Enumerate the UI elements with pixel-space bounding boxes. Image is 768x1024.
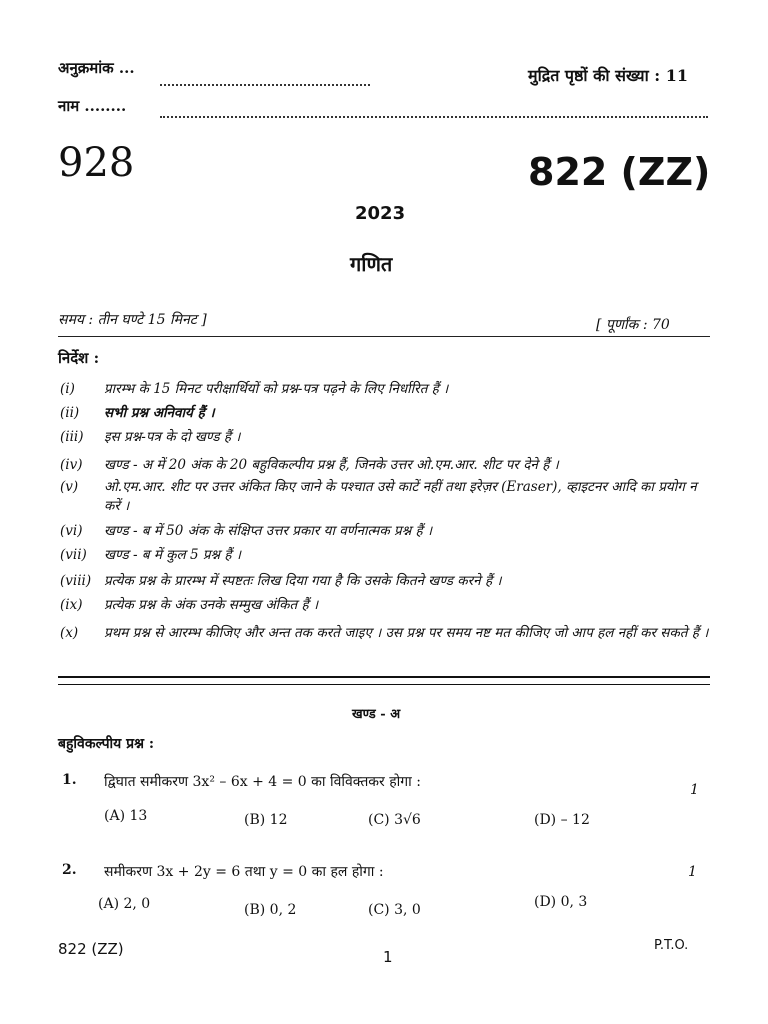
question-text: द्विघात समीकरण 3x² – 6x + 4 = 0 का विविक्तकर होगा :: [104, 774, 421, 790]
option-a: (A) 2, 0: [98, 896, 151, 912]
option-a: (A) 13: [104, 808, 148, 824]
instruction-number: (viii): [60, 573, 92, 589]
instruction-item: [60, 624, 709, 643]
option-c: (C) 3, 0: [368, 902, 421, 918]
question-marks: 1: [688, 864, 697, 880]
section-subtitle: बहुविकल्पीय प्रश्न :: [58, 736, 155, 752]
instruction-number: (vii): [60, 547, 87, 563]
divider-double: [58, 676, 710, 685]
option-b: (B) 0, 2: [244, 902, 297, 918]
option-d: (D) – 12: [534, 812, 590, 828]
instruction-item: [60, 478, 697, 514]
instruction-text: इस प्रश्न-पत्र के दो खण्ड हैं ।: [104, 429, 241, 445]
instruction-item: [60, 428, 241, 447]
time-allowed: समय : तीन घण्टे 15 मिनट ]: [58, 312, 207, 328]
instruction-text: खण्ड - ब में 50 अंक के संक्षिप्त उत्तर प्रकार या वर्णनात्मक प्रश्न हैं ।: [104, 523, 433, 539]
left-code: 928: [58, 140, 135, 186]
instruction-text: खण्ड - ब में कुल 5 प्रश्न हैं ।: [104, 547, 241, 563]
pages-count: [528, 64, 688, 86]
option-b: (B) 12: [244, 812, 288, 828]
instruction-text: प्रत्येक प्रश्न के प्रारम्भ में स्पष्टतः लिख दिया गया है कि उसके कितने खण्ड करने हैं ।: [104, 573, 502, 589]
instruction-number: (ii): [60, 405, 80, 421]
divider-top: [58, 336, 710, 337]
instruction-text: सभी प्रश्न अनिवार्य हैं ।: [104, 405, 215, 421]
instruction-text: प्रथम प्रश्न से आरम्भ कीजिए और अन्त तक करते जाइए । उस प्रश्न पर समय नष्ट मत कीजिए जो आप हल नहीं कर सकते हैं ।: [104, 625, 709, 641]
instructions-heading: निर्देश :: [58, 349, 100, 367]
name-field: [58, 96, 126, 116]
name-dots: [160, 116, 708, 118]
page-number: 1: [383, 948, 393, 966]
footer-code: 822 (ZZ): [58, 940, 124, 958]
roll-number-label: अनुक्रमांक ...: [58, 59, 135, 77]
instruction-number: (x): [60, 625, 79, 641]
paper-code: 822 (ZZ): [528, 150, 711, 194]
name-label: नाम ........: [58, 97, 127, 115]
question-number: 1.: [62, 772, 77, 788]
instruction-item: [60, 404, 215, 423]
instruction-item: [60, 546, 241, 565]
instruction-number: (ix): [60, 597, 83, 613]
roll-number-dots: [160, 84, 370, 86]
option-d: (D) 0, 3: [534, 894, 588, 910]
instruction-item: [60, 522, 433, 541]
section-title: खण्ड - अ: [352, 707, 401, 722]
instruction-number: (iv): [60, 457, 83, 473]
question-marks: 1: [690, 782, 699, 798]
instruction-number: (iii): [60, 429, 84, 445]
instruction-text: प्रत्येक प्रश्न के अंक उनके सम्मुख अंकित हैं ।: [104, 597, 319, 613]
instruction-item: [60, 456, 559, 475]
pto-label: P.T.O.: [654, 938, 689, 953]
instruction-text: ओ.एम.आर. शीट पर उत्तर अंकित किए जाने के पश्चात उसे काटें नहीं तथा इरेज़र (Eraser), व्हाइटनर आदि का प्रयोग न करें ।: [104, 479, 697, 514]
option-c: (C) 3√6: [368, 812, 421, 828]
question-number: 2.: [62, 862, 77, 878]
instruction-number: (vi): [60, 523, 83, 539]
pages-count-label: मुद्रित पृष्ठों की संख्या : 11: [528, 66, 689, 85]
roll-number-field: [58, 58, 135, 78]
max-marks: [ पूर्णांक : 70: [596, 317, 670, 333]
instruction-item: [60, 596, 319, 615]
question-text: समीकरण 3x + 2y = 6 तथा y = 0 का हल होगा :: [104, 864, 384, 880]
instruction-item: [60, 572, 502, 591]
instruction-number: (i): [60, 381, 75, 397]
subject-title: गणित: [350, 252, 393, 276]
exam-year: 2023: [355, 203, 406, 224]
instruction-number: (v): [60, 479, 79, 495]
instruction-item: [60, 380, 449, 399]
instruction-text: खण्ड - अ में 20 अंक के 20 बहुविकल्पीय प्रश्न हैं, जिनके उत्तर ओ.एम.आर. शीट पर देने हैं ।: [104, 457, 559, 473]
instruction-text: प्रारम्भ के 15 मिनट परीक्षार्थियों को प्रश्न-पत्र पढ़ने के लिए निर्धारित हैं ।: [104, 381, 449, 397]
